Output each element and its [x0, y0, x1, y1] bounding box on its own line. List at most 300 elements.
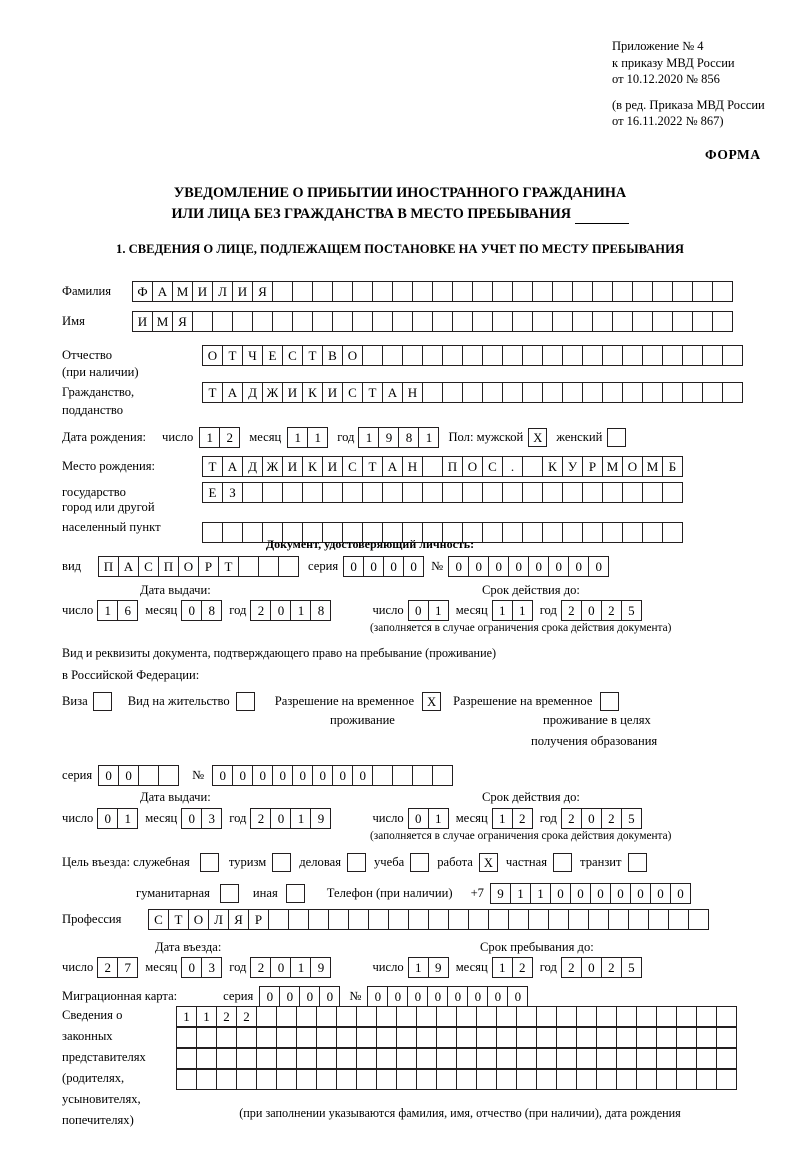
char-box[interactable] [496, 1027, 517, 1048]
char-box[interactable] [636, 1069, 657, 1090]
char-box[interactable] [592, 281, 613, 302]
char-box[interactable]: 0 [343, 556, 364, 577]
char-box[interactable] [522, 345, 543, 366]
char-box[interactable] [372, 311, 393, 332]
entry-day-boxes[interactable] [97, 957, 137, 978]
char-box[interactable] [442, 482, 463, 503]
char-box[interactable]: 3 [201, 957, 222, 978]
checkbox-purpose-other[interactable] [286, 884, 305, 903]
char-box[interactable] [368, 909, 389, 930]
char-box[interactable] [422, 456, 443, 477]
char-box[interactable] [462, 382, 483, 403]
char-box[interactable]: 1 [117, 808, 138, 829]
char-box[interactable] [258, 556, 279, 577]
checkbox-purpose-official[interactable] [200, 853, 219, 872]
char-box[interactable] [256, 1048, 277, 1069]
char-box[interactable]: И [322, 382, 343, 403]
char-box[interactable]: Т [202, 456, 223, 477]
char-box[interactable]: Т [302, 345, 323, 366]
char-box[interactable]: О [462, 456, 483, 477]
char-box[interactable]: И [282, 456, 303, 477]
char-box[interactable] [696, 1069, 717, 1090]
char-box[interactable] [428, 909, 449, 930]
char-box[interactable]: Л [208, 909, 229, 930]
char-box[interactable] [472, 281, 493, 302]
char-box[interactable]: И [282, 382, 303, 403]
profession-boxes[interactable] [148, 909, 708, 930]
char-box[interactable]: 1 [290, 808, 311, 829]
char-box[interactable] [176, 1069, 197, 1090]
char-box[interactable]: 1 [290, 957, 311, 978]
char-box[interactable] [376, 1027, 397, 1048]
char-box[interactable]: С [342, 456, 363, 477]
char-box[interactable] [716, 1027, 737, 1048]
char-box[interactable] [402, 345, 423, 366]
char-box[interactable]: 5 [621, 957, 642, 978]
char-box[interactable]: 8 [201, 600, 222, 621]
char-box[interactable] [352, 281, 373, 302]
char-box[interactable]: 2 [601, 600, 622, 621]
char-box[interactable]: К [302, 456, 323, 477]
char-box[interactable] [616, 1048, 637, 1069]
char-box[interactable] [556, 1048, 577, 1069]
char-box[interactable] [432, 765, 453, 786]
char-box[interactable] [636, 1048, 657, 1069]
surname-boxes[interactable] [132, 281, 732, 302]
char-box[interactable]: 0 [387, 986, 408, 1007]
char-box[interactable] [596, 1027, 617, 1048]
char-box[interactable]: 1 [530, 883, 551, 904]
char-box[interactable] [276, 1069, 297, 1090]
char-box[interactable] [296, 1048, 317, 1069]
char-box[interactable]: З [222, 482, 243, 503]
char-box[interactable] [548, 909, 569, 930]
char-box[interactable] [452, 311, 473, 332]
char-box[interactable]: 0 [272, 765, 293, 786]
char-box[interactable]: 1 [492, 808, 513, 829]
char-box[interactable] [416, 1027, 437, 1048]
char-box[interactable] [268, 909, 289, 930]
birth-month-boxes[interactable] [287, 427, 327, 448]
char-box[interactable] [462, 345, 483, 366]
char-box[interactable] [236, 1048, 257, 1069]
char-box[interactable] [296, 1027, 317, 1048]
char-box[interactable] [696, 1027, 717, 1048]
char-box[interactable] [412, 281, 433, 302]
char-box[interactable] [496, 1048, 517, 1069]
char-box[interactable] [688, 909, 709, 930]
char-box[interactable] [642, 382, 663, 403]
legal-rep-boxes-3[interactable] [176, 1048, 736, 1069]
char-box[interactable] [396, 1027, 417, 1048]
char-box[interactable] [312, 281, 333, 302]
char-box[interactable] [232, 311, 253, 332]
char-box[interactable]: 0 [367, 986, 388, 1007]
char-box[interactable]: 0 [610, 883, 631, 904]
char-box[interactable]: 0 [650, 883, 671, 904]
char-box[interactable] [316, 1006, 337, 1027]
char-box[interactable] [196, 1069, 217, 1090]
char-box[interactable] [642, 522, 663, 543]
char-box[interactable]: 2 [250, 957, 271, 978]
char-box[interactable]: 1 [512, 600, 533, 621]
char-box[interactable] [692, 281, 713, 302]
char-box[interactable] [502, 482, 523, 503]
char-box[interactable] [272, 311, 293, 332]
char-box[interactable]: 8 [398, 427, 419, 448]
char-box[interactable] [422, 345, 443, 366]
birth-place-boxes-row2[interactable] [202, 482, 682, 503]
char-box[interactable] [552, 311, 573, 332]
char-box[interactable] [462, 482, 483, 503]
char-box[interactable] [656, 1069, 677, 1090]
char-box[interactable] [636, 1027, 657, 1048]
char-box[interactable] [412, 765, 433, 786]
char-box[interactable]: Ж [262, 456, 283, 477]
birth-day-boxes[interactable] [199, 427, 239, 448]
char-box[interactable] [702, 382, 723, 403]
char-box[interactable] [596, 1006, 617, 1027]
doc-issue-day-boxes[interactable] [97, 600, 137, 621]
doc-valid-day-boxes[interactable] [408, 600, 448, 621]
permit-issue-year-boxes[interactable] [250, 808, 330, 829]
char-box[interactable] [616, 1006, 637, 1027]
char-box[interactable]: Я [228, 909, 249, 930]
char-box[interactable] [212, 311, 233, 332]
checkbox-purpose-private[interactable] [553, 853, 572, 872]
char-box[interactable] [238, 556, 259, 577]
char-box[interactable] [138, 765, 159, 786]
char-box[interactable]: 0 [467, 986, 488, 1007]
checkbox-purpose-study[interactable] [410, 853, 429, 872]
char-box[interactable]: 0 [252, 765, 273, 786]
char-box[interactable] [528, 909, 549, 930]
char-box[interactable] [442, 382, 463, 403]
char-box[interactable]: 0 [279, 986, 300, 1007]
permit-issue-month-boxes[interactable] [181, 808, 221, 829]
char-box[interactable] [436, 1069, 457, 1090]
char-box[interactable]: 0 [363, 556, 384, 577]
char-box[interactable]: . [502, 456, 523, 477]
char-box[interactable]: 0 [507, 986, 528, 1007]
char-box[interactable] [412, 311, 433, 332]
char-box[interactable]: 0 [299, 986, 320, 1007]
doc-valid-year-boxes[interactable] [561, 600, 641, 621]
char-box[interactable]: 0 [312, 765, 333, 786]
char-box[interactable] [296, 1006, 317, 1027]
char-box[interactable] [328, 909, 349, 930]
char-box[interactable] [556, 1069, 577, 1090]
char-box[interactable] [292, 281, 313, 302]
char-box[interactable] [392, 281, 413, 302]
char-box[interactable] [556, 1006, 577, 1027]
char-box[interactable]: 0 [670, 883, 691, 904]
char-box[interactable] [616, 1069, 637, 1090]
char-box[interactable] [456, 1006, 477, 1027]
char-box[interactable] [522, 382, 543, 403]
char-box[interactable] [676, 1027, 697, 1048]
char-box[interactable]: С [342, 382, 363, 403]
char-box[interactable] [652, 311, 673, 332]
char-box[interactable] [622, 522, 643, 543]
char-box[interactable] [716, 1048, 737, 1069]
permit-series-boxes[interactable] [98, 765, 178, 786]
char-box[interactable] [602, 482, 623, 503]
char-box[interactable] [442, 345, 463, 366]
char-box[interactable] [196, 1048, 217, 1069]
char-box[interactable]: Я [172, 311, 193, 332]
char-box[interactable] [388, 909, 409, 930]
char-box[interactable]: П [158, 556, 179, 577]
char-box[interactable]: Т [202, 382, 223, 403]
char-box[interactable]: 1 [492, 600, 513, 621]
char-box[interactable] [612, 311, 633, 332]
char-box[interactable]: 0 [447, 986, 468, 1007]
char-box[interactable] [476, 1027, 497, 1048]
char-box[interactable] [336, 1006, 357, 1027]
char-box[interactable] [432, 311, 453, 332]
char-box[interactable]: А [222, 382, 243, 403]
doc-issue-year-boxes[interactable] [250, 600, 330, 621]
char-box[interactable] [488, 909, 509, 930]
char-box[interactable]: М [152, 311, 173, 332]
char-box[interactable] [516, 1048, 537, 1069]
char-box[interactable] [672, 311, 693, 332]
char-box[interactable] [176, 1027, 197, 1048]
char-box[interactable] [536, 1069, 557, 1090]
char-box[interactable] [322, 482, 343, 503]
char-box[interactable]: 1 [358, 427, 379, 448]
char-box[interactable] [256, 1006, 277, 1027]
char-box[interactable] [656, 1048, 677, 1069]
char-box[interactable]: 0 [570, 883, 591, 904]
char-box[interactable]: 2 [601, 808, 622, 829]
char-box[interactable] [356, 1006, 377, 1027]
char-box[interactable]: 0 [212, 765, 233, 786]
char-box[interactable]: 0 [259, 986, 280, 1007]
char-box[interactable] [336, 1069, 357, 1090]
char-box[interactable] [532, 311, 553, 332]
char-box[interactable] [562, 345, 583, 366]
char-box[interactable] [516, 1027, 537, 1048]
char-box[interactable] [372, 281, 393, 302]
char-box[interactable]: 0 [181, 957, 202, 978]
permit-issue-day-boxes[interactable] [97, 808, 137, 829]
migration-number-boxes[interactable] [367, 986, 527, 1007]
char-box[interactable] [276, 1048, 297, 1069]
char-box[interactable] [672, 281, 693, 302]
char-box[interactable]: 1 [428, 808, 449, 829]
char-box[interactable] [662, 482, 683, 503]
char-box[interactable]: 2 [219, 427, 240, 448]
char-box[interactable] [282, 482, 303, 503]
char-box[interactable] [536, 1006, 557, 1027]
char-box[interactable]: 9 [310, 808, 331, 829]
char-box[interactable] [552, 281, 573, 302]
char-box[interactable] [648, 909, 669, 930]
char-box[interactable]: 0 [97, 808, 118, 829]
char-box[interactable]: Д [242, 382, 263, 403]
char-box[interactable]: 6 [117, 600, 138, 621]
char-box[interactable] [628, 909, 649, 930]
char-box[interactable]: 0 [292, 765, 313, 786]
permit-valid-day-boxes[interactable] [408, 808, 448, 829]
char-box[interactable]: 0 [408, 808, 429, 829]
char-box[interactable]: Л [212, 281, 233, 302]
char-box[interactable] [158, 765, 179, 786]
char-box[interactable] [242, 482, 263, 503]
char-box[interactable] [712, 311, 733, 332]
doc-kind-boxes[interactable] [98, 556, 298, 577]
char-box[interactable] [376, 1006, 397, 1027]
char-box[interactable]: 1 [307, 427, 328, 448]
char-box[interactable]: 0 [568, 556, 589, 577]
char-box[interactable] [332, 281, 353, 302]
char-box[interactable]: Б [662, 456, 683, 477]
char-box[interactable] [576, 1027, 597, 1048]
char-box[interactable] [456, 1069, 477, 1090]
char-box[interactable]: С [482, 456, 503, 477]
char-box[interactable] [356, 1027, 377, 1048]
char-box[interactable] [602, 382, 623, 403]
char-box[interactable] [588, 909, 609, 930]
char-box[interactable]: К [542, 456, 563, 477]
char-box[interactable] [396, 1048, 417, 1069]
char-box[interactable] [512, 281, 533, 302]
char-box[interactable] [602, 522, 623, 543]
char-box[interactable] [482, 345, 503, 366]
char-box[interactable]: 1 [290, 600, 311, 621]
char-box[interactable] [542, 345, 563, 366]
char-box[interactable]: С [148, 909, 169, 930]
char-box[interactable]: П [98, 556, 119, 577]
char-box[interactable] [536, 1027, 557, 1048]
char-box[interactable] [476, 1006, 497, 1027]
char-box[interactable] [582, 345, 603, 366]
char-box[interactable] [482, 482, 503, 503]
char-box[interactable]: 2 [512, 808, 533, 829]
char-box[interactable]: 0 [319, 986, 340, 1007]
char-box[interactable] [582, 482, 603, 503]
char-box[interactable] [642, 345, 663, 366]
char-box[interactable] [668, 909, 689, 930]
char-box[interactable] [392, 311, 413, 332]
char-box[interactable]: 1 [428, 600, 449, 621]
char-box[interactable] [308, 909, 329, 930]
char-box[interactable]: О [202, 345, 223, 366]
char-box[interactable]: О [188, 909, 209, 930]
char-box[interactable] [416, 1006, 437, 1027]
char-box[interactable] [562, 482, 583, 503]
char-box[interactable] [556, 1027, 577, 1048]
char-box[interactable] [612, 281, 633, 302]
char-box[interactable]: 9 [310, 957, 331, 978]
char-box[interactable] [316, 1069, 337, 1090]
checkbox-visa[interactable] [93, 692, 112, 711]
char-box[interactable] [252, 311, 273, 332]
char-box[interactable] [362, 345, 383, 366]
char-box[interactable]: 3 [201, 808, 222, 829]
char-box[interactable]: 7 [117, 957, 138, 978]
checkbox-temp-residence[interactable]: X [422, 692, 441, 711]
char-box[interactable] [456, 1048, 477, 1069]
doc-series-boxes[interactable] [343, 556, 423, 577]
char-box[interactable] [472, 311, 493, 332]
phone-boxes[interactable] [490, 883, 690, 904]
char-box[interactable] [716, 1006, 737, 1027]
char-box[interactable] [622, 382, 643, 403]
char-box[interactable] [622, 482, 643, 503]
char-box[interactable] [276, 1006, 297, 1027]
char-box[interactable] [192, 311, 213, 332]
char-box[interactable]: Д [242, 456, 263, 477]
char-box[interactable]: 0 [352, 765, 373, 786]
char-box[interactable]: А [382, 456, 403, 477]
permit-number-boxes[interactable] [212, 765, 452, 786]
char-box[interactable] [636, 1006, 657, 1027]
char-box[interactable] [542, 382, 563, 403]
char-box[interactable]: 1 [97, 600, 118, 621]
char-box[interactable]: 0 [332, 765, 353, 786]
char-box[interactable] [352, 311, 373, 332]
char-box[interactable] [592, 311, 613, 332]
char-box[interactable] [482, 382, 503, 403]
char-box[interactable]: 0 [630, 883, 651, 904]
char-box[interactable]: К [302, 382, 323, 403]
char-box[interactable]: М [172, 281, 193, 302]
char-box[interactable]: 0 [427, 986, 448, 1007]
stay-month-boxes[interactable] [492, 957, 532, 978]
char-box[interactable] [522, 456, 543, 477]
char-box[interactable]: 0 [550, 883, 571, 904]
char-box[interactable]: Р [248, 909, 269, 930]
char-box[interactable] [292, 311, 313, 332]
char-box[interactable]: 0 [581, 808, 602, 829]
char-box[interactable]: 0 [468, 556, 489, 577]
char-box[interactable] [662, 382, 683, 403]
char-box[interactable]: Р [198, 556, 219, 577]
char-box[interactable]: 2 [250, 808, 271, 829]
char-box[interactable]: 0 [270, 808, 291, 829]
char-box[interactable]: 2 [236, 1006, 257, 1027]
char-box[interactable]: 2 [601, 957, 622, 978]
char-box[interactable]: 0 [232, 765, 253, 786]
checkbox-edu-residence[interactable] [600, 692, 619, 711]
char-box[interactable]: М [642, 456, 663, 477]
char-box[interactable]: 0 [181, 808, 202, 829]
legal-rep-boxes-1[interactable] [176, 1006, 736, 1027]
char-box[interactable] [596, 1069, 617, 1090]
legal-rep-boxes-4[interactable] [176, 1069, 736, 1090]
name-boxes[interactable] [132, 311, 732, 332]
doc-issue-month-boxes[interactable] [181, 600, 221, 621]
char-box[interactable]: И [132, 311, 153, 332]
char-box[interactable] [236, 1069, 257, 1090]
char-box[interactable] [288, 909, 309, 930]
char-box[interactable]: 1 [287, 427, 308, 448]
char-box[interactable]: 1 [418, 427, 439, 448]
char-box[interactable] [476, 1069, 497, 1090]
char-box[interactable] [376, 1048, 397, 1069]
char-box[interactable] [662, 345, 683, 366]
birth-year-boxes[interactable] [358, 427, 438, 448]
char-box[interactable] [416, 1048, 437, 1069]
char-box[interactable] [716, 1069, 737, 1090]
char-box[interactable]: 9 [378, 427, 399, 448]
char-box[interactable]: 2 [216, 1006, 237, 1027]
char-box[interactable]: Ф [132, 281, 153, 302]
char-box[interactable] [396, 1069, 417, 1090]
